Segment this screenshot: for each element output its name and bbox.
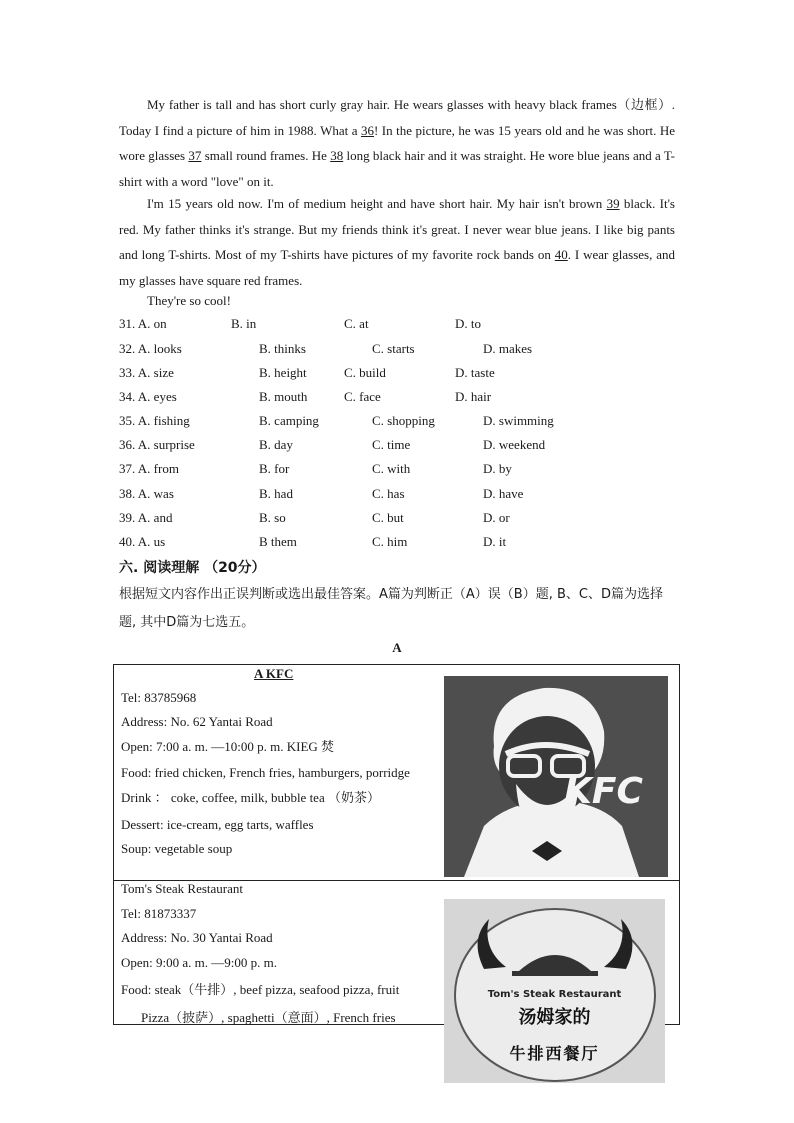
option-a: 34. A. eyes bbox=[119, 389, 177, 404]
option-row-35 bbox=[119, 411, 679, 431]
kfc-drink: Drink ： coke, coffee, milk, bubble tea （奶茶） bbox=[121, 790, 380, 805]
option-b: B. so bbox=[259, 510, 286, 525]
kfc-logo-text: KFC bbox=[564, 771, 643, 812]
tom-address: Address: No. 30 Yantai Road bbox=[121, 930, 273, 945]
option-c: C. face bbox=[344, 389, 381, 404]
option-a: 38. A. was bbox=[119, 486, 174, 501]
passage-paragraph-3: They're so cool! bbox=[147, 293, 231, 308]
tom-logo-image bbox=[444, 899, 665, 1083]
option-d: D. taste bbox=[455, 365, 495, 380]
option-c: C. shopping bbox=[372, 413, 435, 428]
kfc-address: Address: No. 62 Yantai Road bbox=[121, 714, 273, 729]
tom-title: Tom's Steak Restaurant bbox=[121, 881, 244, 896]
blank-36: 36 bbox=[360, 122, 374, 138]
option-d: D. hair bbox=[455, 389, 492, 404]
option-d: D. have bbox=[483, 486, 524, 501]
option-a: 36. A. surprise bbox=[119, 437, 195, 452]
passage-label: A bbox=[392, 640, 402, 655]
tom-open: Open: 9:00 a. m. —9:00 p. m. bbox=[121, 955, 277, 970]
option-d: D. to bbox=[455, 316, 481, 331]
option-row-33 bbox=[119, 363, 679, 383]
option-c: C. him bbox=[372, 534, 408, 549]
option-c: C. build bbox=[344, 365, 386, 380]
option-row-39 bbox=[119, 508, 679, 528]
option-c: C. at bbox=[344, 316, 369, 331]
option-c: C. has bbox=[372, 486, 405, 501]
blank-40: 40 bbox=[554, 247, 568, 262]
option-c: C. starts bbox=[372, 341, 415, 356]
tom-logo-en: Tom's Steak Restaurant bbox=[487, 989, 622, 1000]
option-d: D. swimming bbox=[483, 413, 554, 428]
option-a: 37. A. from bbox=[119, 461, 179, 476]
blank-38: 38 bbox=[330, 148, 344, 163]
kfc-food: Food: fried chicken, French fries, hamburgers, porridge bbox=[121, 765, 410, 780]
section-heading: 六. 阅读理解 （20分） bbox=[119, 560, 266, 576]
option-b: B. in bbox=[231, 316, 257, 331]
option-b: B. height bbox=[259, 365, 307, 380]
option-row-34 bbox=[119, 387, 679, 407]
option-row-31 bbox=[119, 314, 679, 334]
section-instruction: 根据短文内容作出正误判断或选出最佳答案。A篇为判断正（A）误（B）题, B、C、D篇为选择题, 其中D篇为七选五。 bbox=[119, 587, 663, 630]
blank-39: 39 bbox=[606, 196, 620, 211]
kfc-soup: Soup: vegetable soup bbox=[121, 841, 233, 856]
option-b: B. camping bbox=[259, 413, 319, 428]
option-row-38 bbox=[119, 484, 679, 504]
option-d: D. weekend bbox=[483, 437, 546, 452]
kfc-dessert: Dessert: ice-cream, egg tarts, waffles bbox=[121, 817, 314, 832]
passage-paragraph-2: I'm 15 years old now. I'm of medium height and have short hair. My hair isn't brown 39 black. It's red. My father thinks it's strange. But my friends think it's great. I never wear blue jeans. I like big pants and long T-shirts. Most of my T-shirts have pictures of my favorite rock bands on 40. I wear glasses, and my glasses have square red frames. bbox=[119, 196, 675, 288]
option-a: 31. A. on bbox=[119, 316, 167, 331]
option-a: 35. A. fishing bbox=[119, 413, 190, 428]
kfc-tel: Tel: 83785968 bbox=[121, 690, 197, 705]
option-a: 39. A. and bbox=[119, 510, 173, 525]
option-row-40 bbox=[119, 532, 679, 552]
kfc-logo-image bbox=[444, 676, 668, 877]
tom-tel: Tel: 81873337 bbox=[121, 906, 197, 921]
option-c: C. but bbox=[372, 510, 404, 525]
option-c: C. with bbox=[372, 461, 411, 476]
kfc-title: A KFC bbox=[254, 666, 294, 681]
option-row-36 bbox=[119, 435, 679, 455]
passage-paragraph-1: My father is tall and has short curly gray hair. He wears glasses with heavy black frames（边框）. Today I find a picture of him in 1988. What a 36! In the picture, he was 15 years old and he was short. He wore glasses 37 small round frames. He 38 long black hair and it was straight. He wore blue jeans and a T-shirt with a word "love" on it. bbox=[119, 97, 675, 189]
option-b: B. mouth bbox=[259, 389, 308, 404]
tom-logo-cn2: 牛排西餐厅 bbox=[509, 1044, 600, 1063]
option-d: D. it bbox=[483, 534, 507, 549]
tom-food-cont: Pizza（披萨）, spaghetti（意面）, French fries bbox=[141, 1010, 396, 1025]
option-b: B. had bbox=[259, 486, 293, 501]
blank-37: 37 bbox=[188, 148, 202, 163]
option-b: B. thinks bbox=[259, 341, 306, 356]
option-row-37 bbox=[119, 459, 679, 479]
kfc-open: Open: 7:00 a. m. —10:00 p. m. KIEG 焚 bbox=[121, 739, 335, 754]
tom-food: Food: steak（牛排）, beef pizza, seafood pizza, fruit bbox=[121, 982, 400, 997]
option-d: D. by bbox=[483, 461, 512, 476]
option-b: B. for bbox=[259, 461, 290, 476]
tom-logo-cn: 汤姆家的 bbox=[518, 1007, 591, 1028]
option-a: 33. A. size bbox=[119, 365, 174, 380]
option-a: 40. A. us bbox=[119, 534, 166, 549]
option-b: B them bbox=[259, 534, 297, 549]
option-d: D. or bbox=[483, 510, 510, 525]
option-row-32 bbox=[119, 339, 679, 359]
option-b: B. day bbox=[259, 437, 293, 452]
option-a: 32. A. looks bbox=[119, 341, 182, 356]
option-c: C. time bbox=[372, 437, 411, 452]
option-d: D. makes bbox=[483, 341, 533, 356]
